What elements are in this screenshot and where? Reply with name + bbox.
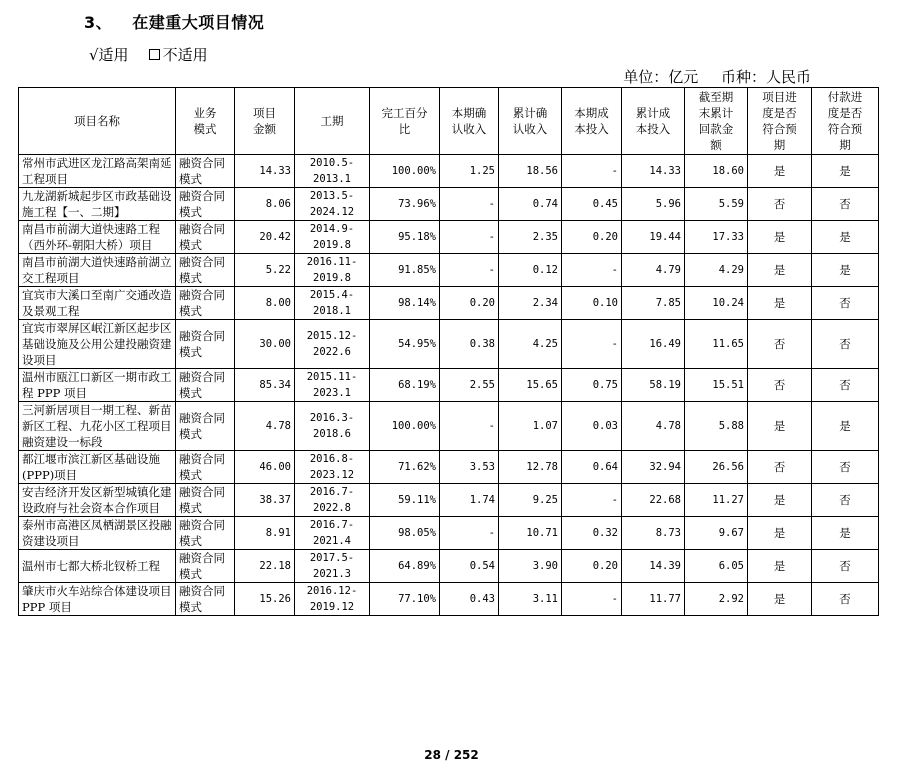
applicable-option [89,44,129,65]
cumulative-revenue-cell: 2.35 [499,221,562,254]
current-revenue-cell: - [440,402,499,451]
business-mode-cell: 融资合同模式 [176,451,235,484]
table-row [19,254,879,287]
cumulative-cost-cell: 4.78 [622,402,685,451]
cumulative-cost-cell: 4.79 [622,254,685,287]
business-mode-cell: 融资合同模式 [176,550,235,583]
current-revenue-cell: 3.53 [440,451,499,484]
project-amount-cell: 85.34 [235,369,295,402]
completion-percent-cell: 77.10% [370,583,440,616]
cumulative-cost-cell: 8.73 [622,517,685,550]
progress-on-schedule-cell: 是 [748,254,812,287]
completion-percent-cell: 100.00% [370,155,440,188]
progress-on-schedule-cell: 是 [748,517,812,550]
payment-on-schedule-cell: 否 [812,188,879,221]
payment-on-schedule-cell: 否 [812,451,879,484]
cumulative-collection-cell: 4.29 [685,254,748,287]
cumulative-revenue-cell: 18.56 [499,155,562,188]
current-revenue-cell: 1.25 [440,155,499,188]
project-name-cell: 温州市瓯江口新区一期市政工程 PPP 项目 [19,369,176,402]
progress-on-schedule-cell: 是 [748,484,812,517]
project-name-cell: 都江堰市滨江新区基础设施(PPP)项目 [19,451,176,484]
page-number: 28 / 252 [424,748,479,762]
project-amount-cell: 22.18 [235,550,295,583]
cumulative-cost-cell: 14.33 [622,155,685,188]
cumulative-collection-cell: 9.67 [685,517,748,550]
payment-on-schedule-cell: 是 [812,254,879,287]
cumulative-collection-cell: 17.33 [685,221,748,254]
project-name-cell: 常州市武进区龙江路高架南延工程项目 [19,155,176,188]
project-amount-cell: 20.42 [235,221,295,254]
payment-on-schedule-cell: 是 [812,402,879,451]
project-amount-cell: 46.00 [235,451,295,484]
period-cell: 2017.5-2021.3 [295,550,370,583]
column-header: 完工百分 比 [370,88,440,155]
progress-on-schedule-cell: 是 [748,583,812,616]
period-cell: 2013.5-2024.12 [295,188,370,221]
current-cost-cell: 0.20 [562,550,622,583]
table-row [19,583,879,616]
project-amount-cell: 4.78 [235,402,295,451]
cumulative-revenue-cell: 0.74 [499,188,562,221]
completion-percent-cell: 73.96% [370,188,440,221]
cumulative-collection-cell: 11.65 [685,320,748,369]
project-name-cell: 南昌市前湖大道快速路前湖立交工程项目 [19,254,176,287]
completion-percent-cell: 98.05% [370,517,440,550]
current-cost-cell: - [562,155,622,188]
cumulative-cost-cell: 5.96 [622,188,685,221]
progress-on-schedule-cell: 否 [748,188,812,221]
period-cell: 2015.4-2018.1 [295,287,370,320]
unit-line [605,66,811,87]
current-revenue-cell: 0.43 [440,583,499,616]
project-name-cell: 泰州市高港区凤栖湖景区投融资建设项目 [19,517,176,550]
applicability-options [89,44,228,65]
not-applicable-label: 不适用 [162,46,208,64]
current-revenue-cell: - [440,254,499,287]
current-cost-cell: 0.75 [562,369,622,402]
projects-table [18,87,879,616]
cumulative-collection-cell: 11.27 [685,484,748,517]
completion-percent-cell: 64.89% [370,550,440,583]
current-cost-cell: 0.64 [562,451,622,484]
unit-label: 单位：亿元 [623,68,699,86]
project-name-cell: 九龙湖新城起步区市政基础设施工程【一、二期】 [19,188,176,221]
project-name-cell: 宜宾市翠屏区岷江新区起步区基础设施及公用公建投融资建设项目 [19,320,176,369]
column-header: 截至期 末累计 回款金 额 [685,88,748,155]
cumulative-collection-cell: 26.56 [685,451,748,484]
currency-label: 币种：人民币 [720,68,811,86]
period-cell: 2016.7-2021.4 [295,517,370,550]
cumulative-revenue-cell: 12.78 [499,451,562,484]
project-name-cell: 三河新居项目一期工程、新苗新区工程、九花小区工程项目融资建设一标段 [19,402,176,451]
cumulative-cost-cell: 14.39 [622,550,685,583]
project-name-cell: 肇庆市火车站综合体建设项目 PPP 项目 [19,583,176,616]
cumulative-revenue-cell: 15.65 [499,369,562,402]
payment-on-schedule-cell: 是 [812,517,879,550]
column-header: 累计成 本投入 [622,88,685,155]
project-name-cell: 宜宾市大溪口至南广交通改造及景观工程 [19,287,176,320]
business-mode-cell: 融资合同模式 [176,221,235,254]
current-cost-cell: 0.20 [562,221,622,254]
table-row [19,320,879,369]
completion-percent-cell: 95.18% [370,221,440,254]
business-mode-cell: 融资合同模式 [176,517,235,550]
table-row [19,550,879,583]
period-cell: 2015.11-2023.1 [295,369,370,402]
column-header: 工期 [295,88,370,155]
period-cell: 2016.3-2018.6 [295,402,370,451]
project-amount-cell: 8.06 [235,188,295,221]
cumulative-collection-cell: 5.88 [685,402,748,451]
current-revenue-cell: 2.55 [440,369,499,402]
progress-on-schedule-cell: 是 [748,221,812,254]
cumulative-collection-cell: 18.60 [685,155,748,188]
payment-on-schedule-cell: 否 [812,287,879,320]
table-row [19,221,879,254]
cumulative-revenue-cell: 3.90 [499,550,562,583]
project-amount-cell: 8.91 [235,517,295,550]
cumulative-revenue-cell: 1.07 [499,402,562,451]
cumulative-cost-cell: 11.77 [622,583,685,616]
project-name-cell: 南昌市前湖大道快速路工程（西外环-朝阳大桥）项目 [19,221,176,254]
cumulative-revenue-cell: 2.34 [499,287,562,320]
business-mode-cell: 融资合同模式 [176,287,235,320]
completion-percent-cell: 54.95% [370,320,440,369]
project-amount-cell: 5.22 [235,254,295,287]
cumulative-revenue-cell: 4.25 [499,320,562,369]
period-cell: 2014.9-2019.8 [295,221,370,254]
cumulative-collection-cell: 5.59 [685,188,748,221]
business-mode-cell: 融资合同模式 [176,583,235,616]
table-row [19,287,879,320]
period-cell: 2016.12-2019.12 [295,583,370,616]
business-mode-cell: 融资合同模式 [176,320,235,369]
not-applicable-option [149,44,208,65]
business-mode-cell: 融资合同模式 [176,188,235,221]
progress-on-schedule-cell: 是 [748,550,812,583]
current-revenue-cell: 0.20 [440,287,499,320]
cumulative-revenue-cell: 3.11 [499,583,562,616]
payment-on-schedule-cell: 否 [812,484,879,517]
period-cell: 2016.7-2022.8 [295,484,370,517]
progress-on-schedule-cell: 是 [748,402,812,451]
completion-percent-cell: 71.62% [370,451,440,484]
table-body [19,155,879,616]
table-row [19,451,879,484]
cumulative-collection-cell: 15.51 [685,369,748,402]
cumulative-revenue-cell: 0.12 [499,254,562,287]
progress-on-schedule-cell: 是 [748,155,812,188]
column-header: 累计确 认收入 [499,88,562,155]
current-cost-cell: 0.10 [562,287,622,320]
table-row [19,517,879,550]
progress-on-schedule-cell: 否 [748,451,812,484]
cumulative-cost-cell: 7.85 [622,287,685,320]
current-cost-cell: - [562,320,622,369]
payment-on-schedule-cell: 否 [812,550,879,583]
cumulative-cost-cell: 22.68 [622,484,685,517]
column-header: 业务 模式 [176,88,235,155]
period-cell: 2015.12-2022.6 [295,320,370,369]
period-cell: 2016.11-2019.8 [295,254,370,287]
business-mode-cell: 融资合同模式 [176,402,235,451]
progress-on-schedule-cell: 否 [748,369,812,402]
current-revenue-cell: - [440,517,499,550]
cumulative-revenue-cell: 10.71 [499,517,562,550]
current-cost-cell: - [562,484,622,517]
current-cost-cell: 0.32 [562,517,622,550]
current-revenue-cell: - [440,188,499,221]
completion-percent-cell: 59.11% [370,484,440,517]
applicable-label: √适用 [89,46,129,64]
current-revenue-cell: 1.74 [440,484,499,517]
column-header: 项目名称 [19,88,176,155]
section-title-text: 在建重大项目情况 [132,13,265,32]
project-name-cell: 温州市七都大桥北钗桥工程 [19,550,176,583]
current-cost-cell: - [562,583,622,616]
table-row [19,188,879,221]
column-header: 付款进 度是否 符合预 期 [812,88,879,155]
project-amount-cell: 15.26 [235,583,295,616]
cumulative-cost-cell: 58.19 [622,369,685,402]
column-header: 本期成 本投入 [562,88,622,155]
payment-on-schedule-cell: 否 [812,369,879,402]
cumulative-collection-cell: 2.92 [685,583,748,616]
project-amount-cell: 8.00 [235,287,295,320]
progress-on-schedule-cell: 是 [748,287,812,320]
business-mode-cell: 融资合同模式 [176,254,235,287]
business-mode-cell: 融资合同模式 [176,155,235,188]
table-row [19,484,879,517]
project-amount-cell: 14.33 [235,155,295,188]
current-cost-cell: 0.03 [562,402,622,451]
payment-on-schedule-cell: 是 [812,221,879,254]
current-cost-cell: 0.45 [562,188,622,221]
project-name-cell: 安吉经济开发区新型城镇化建设政府与社会资本合作项目 [19,484,176,517]
cumulative-collection-cell: 10.24 [685,287,748,320]
completion-percent-cell: 100.00% [370,402,440,451]
project-amount-cell: 30.00 [235,320,295,369]
section-title [84,10,264,33]
table-row [19,155,879,188]
payment-on-schedule-cell: 否 [812,320,879,369]
column-header: 本期确 认收入 [440,88,499,155]
cumulative-cost-cell: 16.49 [622,320,685,369]
column-header: 项目进 度是否 符合预 期 [748,88,812,155]
cumulative-collection-cell: 6.05 [685,550,748,583]
section-number: 3、 [84,13,113,32]
cumulative-revenue-cell: 9.25 [499,484,562,517]
current-cost-cell: - [562,254,622,287]
period-cell: 2010.5-2013.1 [295,155,370,188]
current-revenue-cell: 0.54 [440,550,499,583]
project-amount-cell: 38.37 [235,484,295,517]
cumulative-cost-cell: 19.44 [622,221,685,254]
progress-on-schedule-cell: 否 [748,320,812,369]
completion-percent-cell: 91.85% [370,254,440,287]
checkbox-empty-icon [149,49,160,60]
cumulative-cost-cell: 32.94 [622,451,685,484]
current-revenue-cell: 0.38 [440,320,499,369]
payment-on-schedule-cell: 否 [812,583,879,616]
table-header-row [19,88,879,155]
period-cell: 2016.8-2023.12 [295,451,370,484]
column-header: 项目 金额 [235,88,295,155]
business-mode-cell: 融资合同模式 [176,369,235,402]
payment-on-schedule-cell: 是 [812,155,879,188]
table-row [19,402,879,451]
business-mode-cell: 融资合同模式 [176,484,235,517]
current-revenue-cell: - [440,221,499,254]
completion-percent-cell: 98.14% [370,287,440,320]
completion-percent-cell: 68.19% [370,369,440,402]
table-row [19,369,879,402]
